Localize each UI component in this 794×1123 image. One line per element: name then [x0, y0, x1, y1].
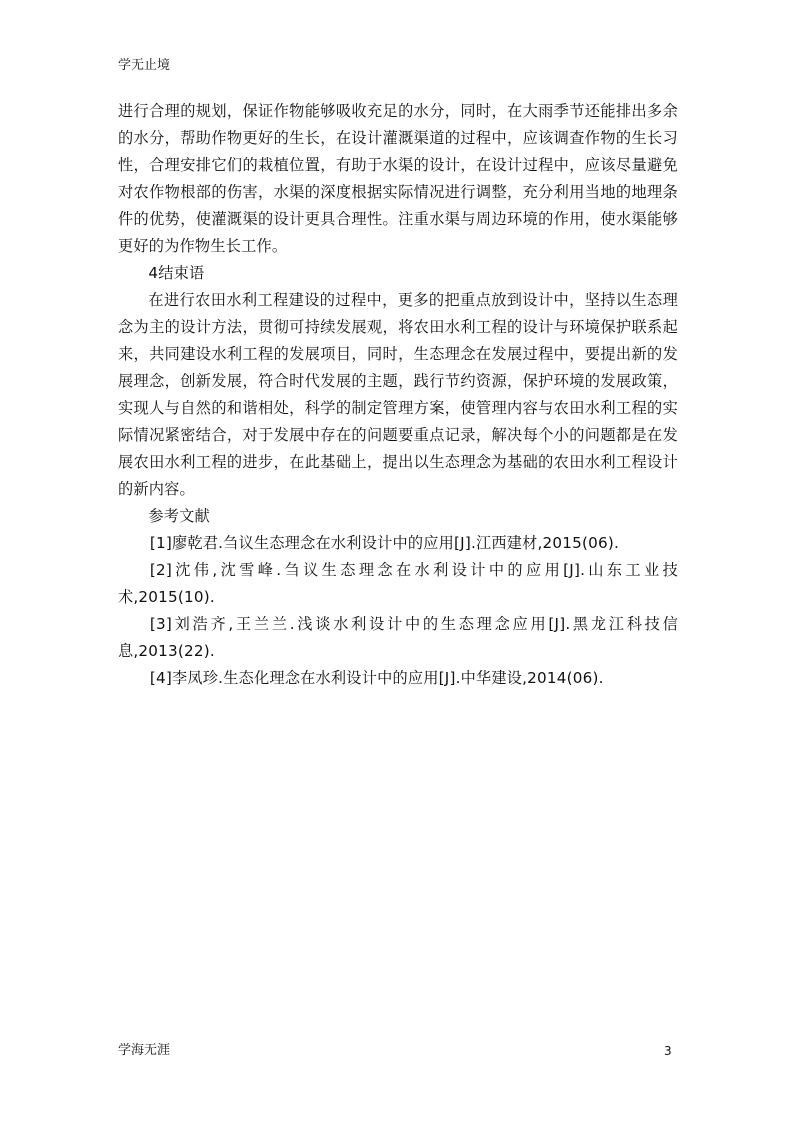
page-header: 学无止境: [118, 58, 171, 73]
body-paragraph: 在进行农田水利工程建设的过程中，更多的把重点放到设计中，坚持以生态理念为主的设计方法，贯彻可持续发展观，将农田水利工程的设计与环境保护联系起来，共同建设水利工程的发展项目，同时，生态理念在发展过程中，要提出新的发展理念，创新发展，符合时代发展的主题，践行节约资源，保护环境的发展政策，实现人与自然的和谐相处，科学的制定管理方案，使管理内容与农田水利工程的实际情况紧密结合，对于发展中存在的问题要重点记录，解决每个小的问题都是在发展农田水利工程的进步，在此基础上，提出以生态理念为基础的农田水利工程设计的新内容。: [118, 291, 678, 498]
reference-item: [4]李凤珍.生态化理念在水利设计中的应用[J].中华建设,2014(06).: [149, 669, 604, 687]
page-number: 3: [664, 1044, 672, 1058]
reference-item: [1]廖乾君.刍议生态理念在水利设计中的应用[J].江西建材,2015(06).: [149, 534, 620, 552]
document-body: [118, 98, 678, 692]
reference-item: [3]刘浩齐,王兰兰.浅谈水利设计中的生态理念应用[J].黑龙江科技信息,2013(22).: [118, 615, 678, 660]
section-heading: 4结束语: [148, 264, 205, 282]
page-footer: 学海无涯: [118, 1043, 171, 1058]
reference-item: [2]沈伟,沈雪峰.刍议生态理念在水利设计中的应用[J].山东工业技术,2015(10).: [118, 561, 678, 606]
references-heading: 参考文献: [148, 507, 210, 525]
body-paragraph: 进行合理的规划，保证作物能够吸收充足的水分，同时，在大雨季节还能排出多余的水分，帮助作物更好的生长，在设计灌溉渠道的过程中，应该调查作物的生长习性，合理安排它们的栽植位置，有助于水渠的设计，在设计过程中，应该尽量避免对农作物根部的伤害，水渠的深度根据实际情况进行调整，充分利用当地的地理条件的优势，使灌溉渠的设计更具合理性。注重水渠与周边环境的作用，使水渠能够更好的为作物生长工作。: [118, 102, 678, 255]
